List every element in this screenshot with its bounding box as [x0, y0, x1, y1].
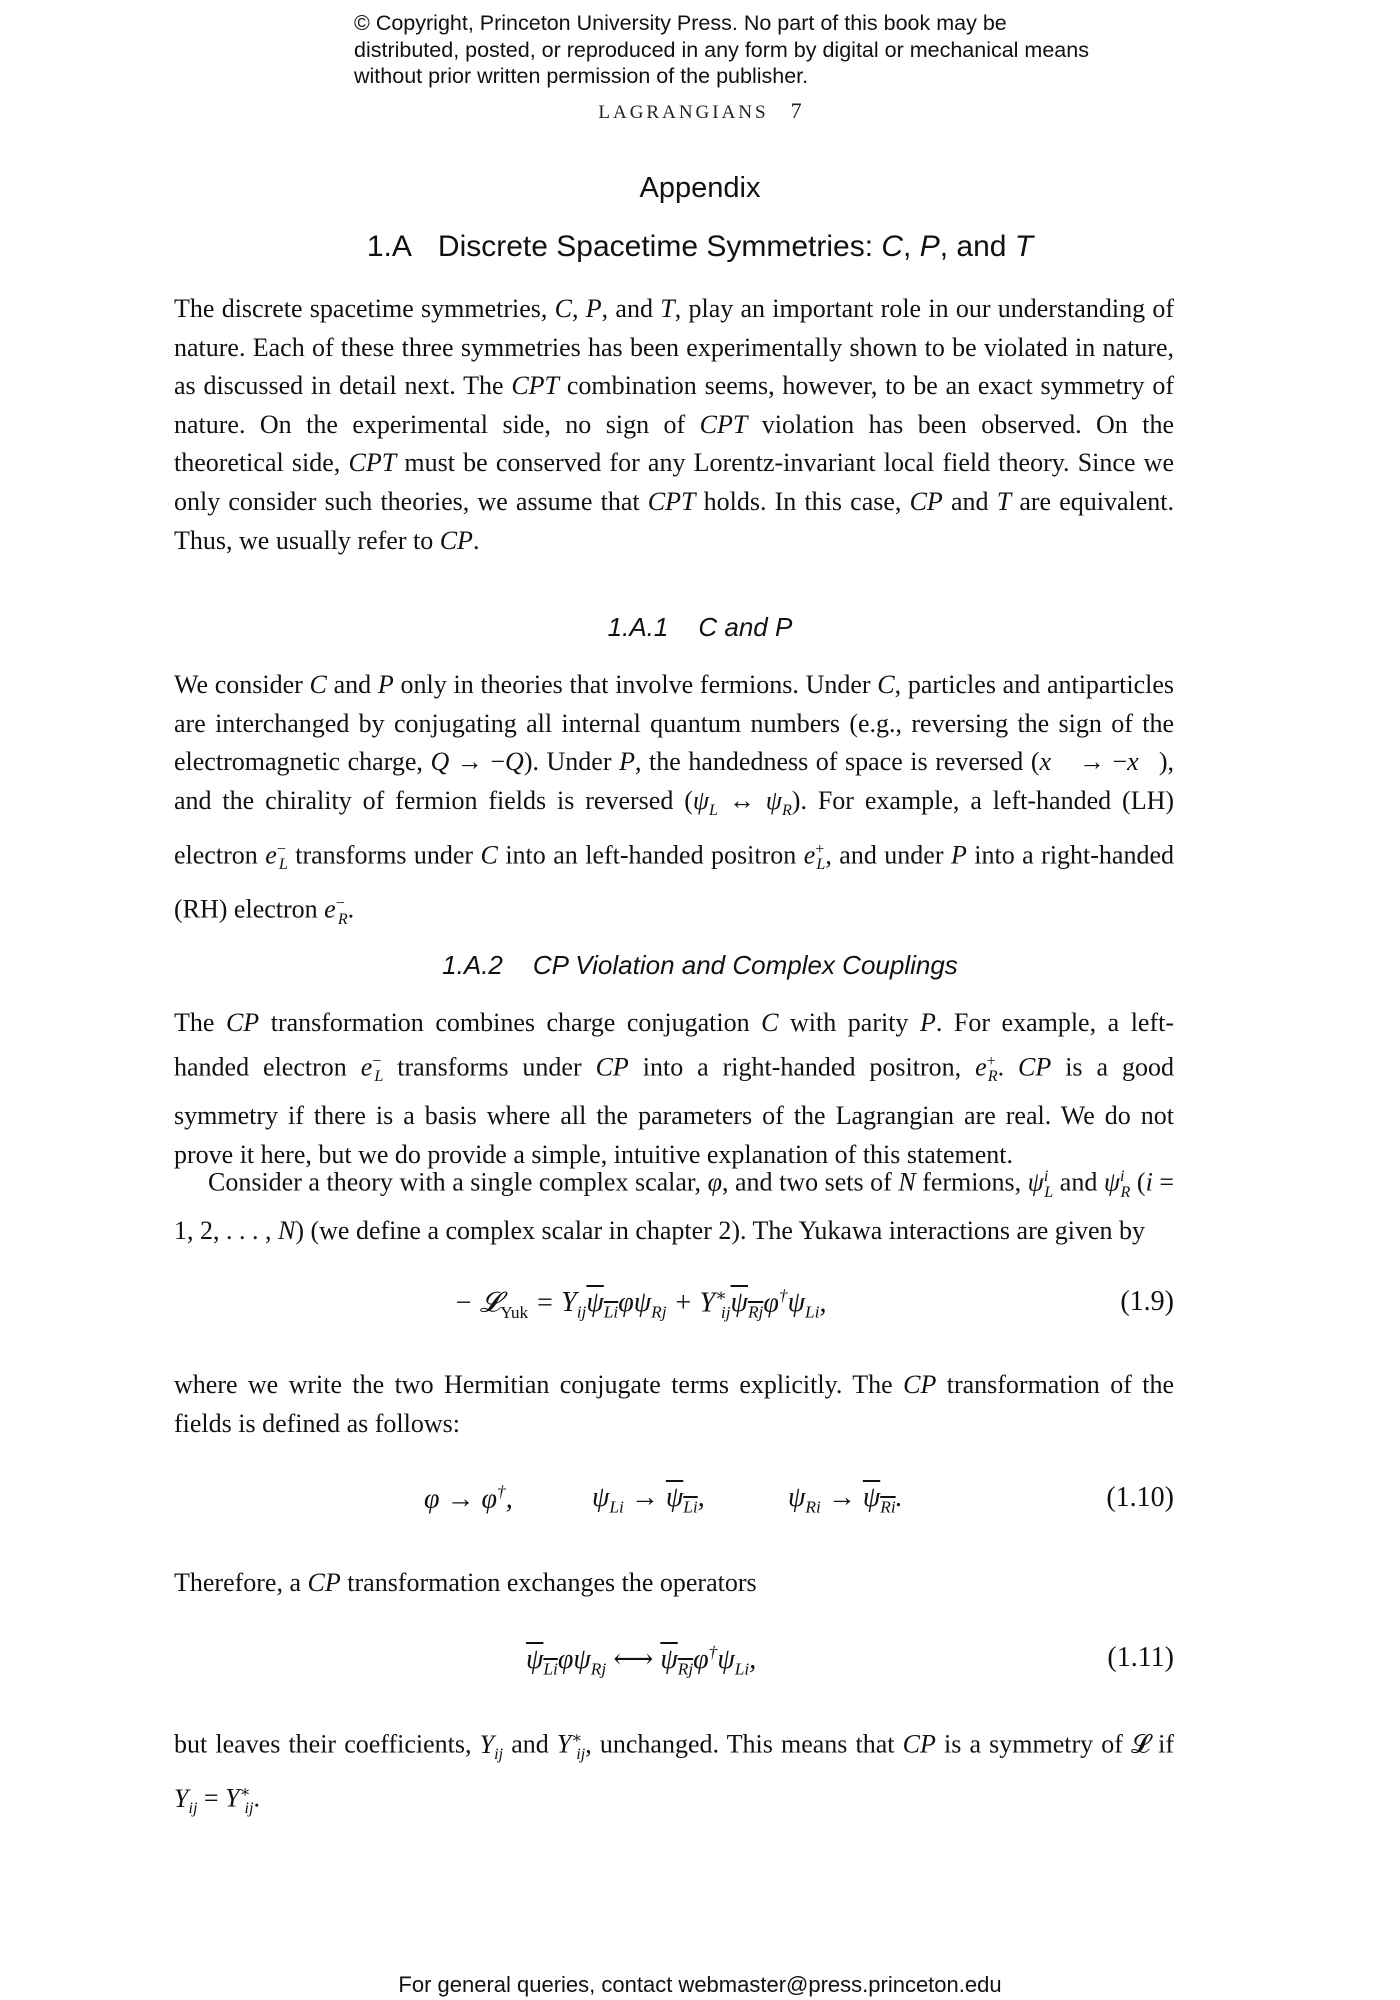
equation-1-9: − 𝓛$_{Yuk}$ = $Y_{ij}\psi_{Li}\varphi\psi_{Rj} + Y^∗_{ij}\psi_{Rj}\varphi^\dagger\psi_{Li}$, (1.9) [454, 1286, 1174, 1322]
hermitian-paragraph: where we write the two Hermitian conjugate terms explicitly. The CP transformation of the fields is defined as follows: [174, 1370, 1174, 1438]
copyright-notice: © Copyright, Princeton University Press. No part of this book may be distributed, posted, or reproduced in any form by digital or mechanical means without prior written permission of the publisher. [354, 11, 1089, 88]
subsection-number: 1.A.2 [442, 950, 503, 980]
subsection-title: CP Violation and Complex Couplings [532, 950, 958, 980]
equation-tag: (1.10) [1106, 1482, 1174, 1513]
subsection-number: 1.A.1 [607, 612, 669, 642]
running-head-title: LAGRANGIANS [598, 102, 769, 123]
cp-paragraph-2: Consider a theory with a single complex scalar, φ, and two sets of N fermions, $\psi^i_L$ and $\psi^i_R$ (i = 1, 2, . . . , N) (we define a complex scalar in chapter 2). The Yukawa interactions are given by [174, 1167, 1174, 1246]
section-number: 1.A [366, 230, 412, 263]
equation-tag: (1.11) [1107, 1642, 1174, 1673]
therefore-paragraph: Therefore, a CP transformation exchanges the operators [174, 1568, 757, 1597]
conclusion-paragraph: but leaves their coefficients, $Y_{ij}$ and $Y^∗_{ij}$, unchanged. This means that CP is a symmetry of 𝓛 if $Y_{ij} = Y^∗_{ij}$. [174, 1729, 1174, 1818]
subsection-title: C and P [698, 612, 793, 642]
appendix-heading: Appendix [639, 172, 761, 204]
running-head [0, 98, 1400, 124]
section-title-text: Discrete Spacetime Symmetries: C, P, and T [437, 230, 1034, 263]
footer-contact: For general queries, contact webmaster@press.princeton.edu [398, 1972, 1002, 1997]
page-number: 7 [790, 98, 802, 123]
equation-1-10: φ → φ†, $\psi_{Li} \to \psi_{Li}$, $\psi_{Ri} \to \psi_{Ri}$. (1.10) [424, 1482, 1174, 1517]
cp-paragraph-1: The CP transformation combines charge conjugation C with parity P. For example, a left-handed electron $e^-_L$ transforms under CP into a right-handed positron, $e^+_R$. CP is a good symmetry if there is a basis where all the parameters of the Lagrangian are real. We do not prove it here, but we do provide a simple, intuitive explanation of this statement. [174, 1008, 1175, 1169]
section-title [0, 230, 1400, 264]
intro-paragraph: The discrete spacetime symmetries, C, P, and T, play an important role in our understanding of nature. Each of these three symmetries has been experimentally shown to be violated in nature, as discussed in detail next. The CPT combination seems, however, to be an exact symmetry of nature. On the experimental side, no sign of CPT violation has been observed. On the theoretical side, CPT must be conserved for any Lorentz-invariant local field theory. Since we only consider such theories, we assume that CPT holds. In this case, CP and T are equivalent. Thus, we usually refer to CP. [174, 294, 1175, 555]
equation-1-11: $\psi_{Li}\varphi\psi_{Rj}$ ⟷ $\psi_{Rj}\varphi^\dagger\psi_{Li}$, (1.11) [526, 1642, 1174, 1679]
subsection-heading-1a2 [0, 950, 1400, 981]
subsection-heading-1a1 [0, 612, 1400, 643]
equation-tag: (1.9) [1120, 1286, 1174, 1317]
c-and-p-paragraph: We consider C and P only in theories that involve fermions. Under C, particles and antiparticles are interchanged by conjugating all internal quantum numbers (e.g., reversing the sign of the electromagnetic charge, Q → −Q). Under P, the handedness of space is reversed (x⃗ → −x⃗), and the chirality of fermion fields is reversed ($\psi_L$ ↔ $\psi_R$). For example, a left-handed (LH) electron $e^-_L$ transforms under C into an left-handed positron $e^+_L$, and under P into a right-handed (RH) electron $e^-_R$. [174, 670, 1175, 928]
